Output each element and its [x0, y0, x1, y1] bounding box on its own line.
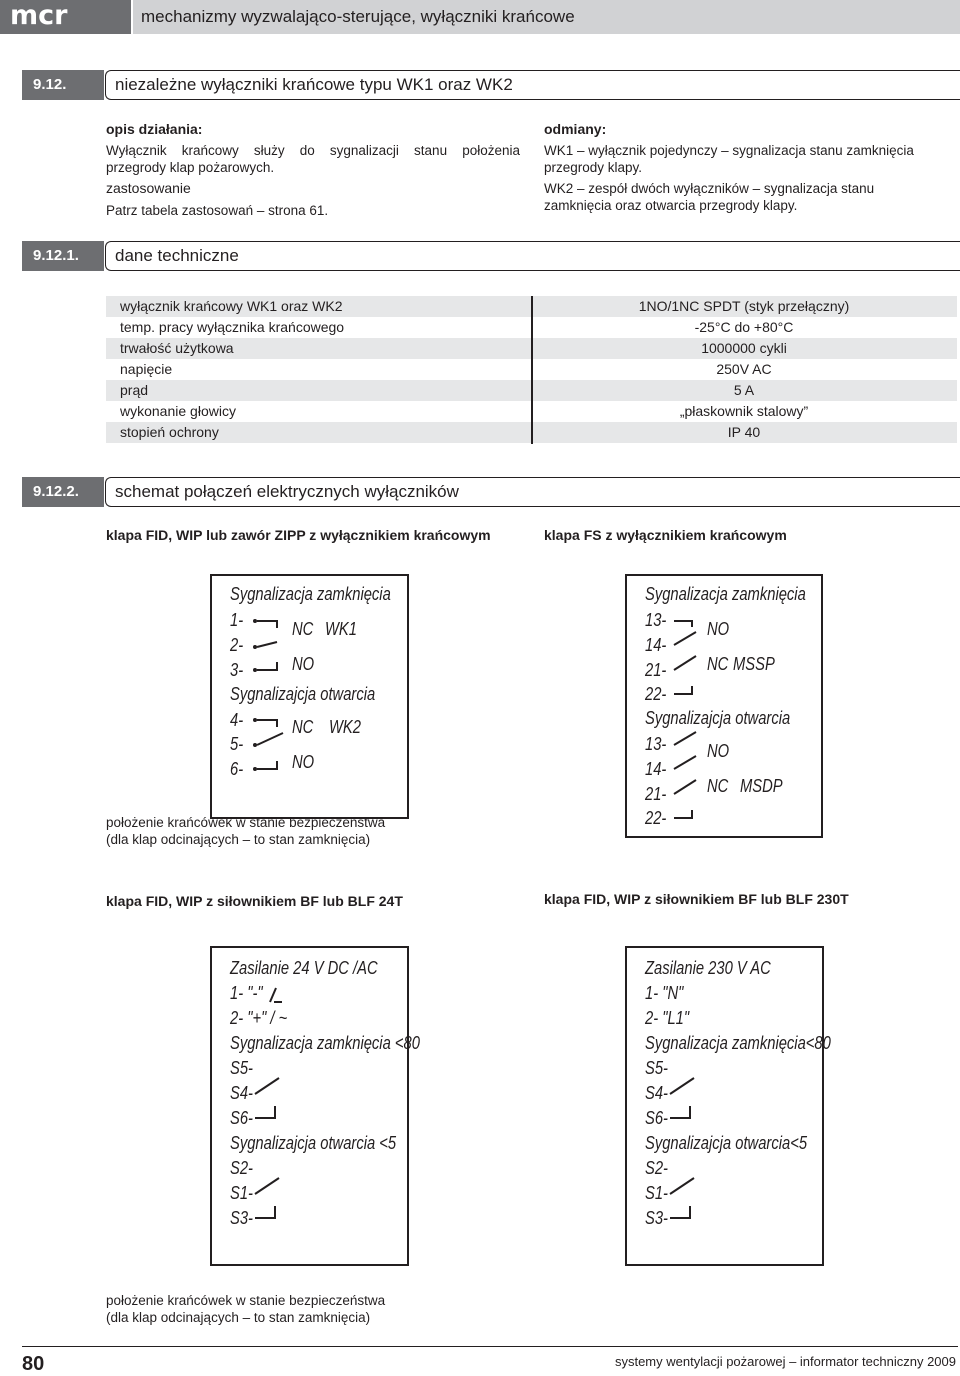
opis-label: opis działania:	[106, 121, 203, 137]
terminal-label: S6-	[645, 1108, 668, 1128]
wiring-diagram-fs	[625, 574, 823, 838]
diagram-heading: Zasilanie 230 V AC	[645, 958, 771, 978]
switch-symbol-icon	[670, 1060, 700, 1122]
terminal-label: 13-	[645, 610, 667, 630]
terminal-label: 21-	[645, 784, 667, 804]
contact-label: NC	[707, 654, 729, 674]
terminal-label: 2- "L1"	[645, 1008, 690, 1028]
diagram-heading: Sygnalizajcja otwarcia	[230, 684, 376, 704]
switch-label: MSDP	[740, 776, 783, 796]
terminal-label: 1- "N"	[645, 983, 684, 1003]
contact-label: NC	[292, 619, 314, 639]
diagram-heading: Sygnalizacja zamknięcia	[645, 584, 806, 604]
table-value: 5 A	[733, 382, 755, 398]
contact-label: NC	[707, 776, 729, 796]
table-value: IP 40	[727, 424, 761, 440]
table-value: -25°C do +80°C	[694, 319, 794, 335]
terminal-label: 2-	[230, 635, 244, 655]
odmiany-wk1-line1: WK1 – wyłącznik pojedynczy – sygnalizacja stanu zamknięcia	[544, 143, 914, 158]
switch-symbol-icon	[672, 614, 702, 698]
terminal-label: S2-	[230, 1158, 253, 1178]
page-number: 80	[22, 1353, 45, 1375]
zastosowanie-text: Patrz tabela zastosowań – strona 61.	[106, 203, 329, 218]
table-param: stopień ochrony	[120, 424, 219, 440]
terminal-label: S1-	[230, 1183, 253, 1203]
odmiany-wk1-line2: przegrody klapy.	[544, 160, 643, 175]
page-header-title: mechanizmy wyzwalająco-sterujące, wyłączniki krańcowe	[133, 0, 960, 34]
wiring-diagram-230t	[625, 946, 831, 1266]
odmiany-wk2-line1: WK2 – zespół dwóch wyłączników – sygnalizacja stanu	[544, 181, 875, 196]
table-value: 1NO/1NC SPDT (styk przełączny)	[638, 298, 850, 314]
section-title: niezależne wyłączniki krańcowe typu WK1 oraz WK2	[105, 70, 960, 100]
contact-label: NO	[707, 741, 730, 761]
wiring-diagram-24t	[210, 946, 420, 1266]
diagram-caption: klapa FID, WIP lub zawór ZIPP z wyłącznikiem krańcowym	[106, 527, 491, 543]
switch-label: MSSP	[733, 654, 775, 674]
terminal-label: 14-	[645, 759, 667, 779]
opis-text-line2: przegrody klap pożarowych.	[106, 160, 275, 175]
terminal-label: S3-	[230, 1208, 253, 1228]
terminal-label: 13-	[645, 734, 667, 754]
diagram-heading: Sygnalizacja zamknięcia<80	[645, 1033, 831, 1053]
diagram-caption: klapa FS z wyłącznikiem krańcowym	[544, 527, 787, 543]
contact-label: NO	[707, 619, 730, 639]
opis-text-line1: Wyłącznik krańcowy służy do sygnalizacji stanu położenia	[106, 143, 520, 158]
table-value: 250V AC	[716, 361, 772, 377]
table-param: prąd	[120, 382, 149, 398]
switch-symbol-icon	[670, 1160, 700, 1222]
terminal-label: 14-	[645, 635, 667, 655]
terminal-label: S3-	[645, 1208, 668, 1228]
footer-text: systemy wentylacji pożarowej – informator techniczny 2009	[614, 1354, 956, 1369]
wiring-diagram-wk	[210, 574, 409, 819]
terminal-label: 3-	[230, 660, 244, 680]
terminal-label: 22-	[645, 808, 667, 828]
terminal-label: 21-	[645, 660, 667, 680]
terminal-label: S6-	[230, 1108, 253, 1128]
switch-label: WK2	[329, 717, 361, 737]
footer-divider	[22, 1346, 958, 1347]
diagram-caption: klapa FID, WIP z siłownikiem BF lub BLF 230T	[544, 891, 849, 907]
terminal-label: 1- "-"	[230, 983, 263, 1003]
table-param: wykonanie głowicy	[120, 403, 236, 419]
diagram-heading: Sygnalizajcja otwarcia <5	[230, 1133, 397, 1153]
diagram-note-line1: położenie krańcówek w stanie bezpieczeństwa	[106, 1293, 386, 1308]
table-divider	[531, 296, 533, 444]
terminal-label: 4-	[230, 710, 244, 730]
terminal-label: 6-	[230, 759, 244, 779]
odmiany-label: odmiany:	[544, 121, 607, 137]
switch-symbol-icon	[672, 738, 702, 822]
table-param: trwałość użytkowa	[120, 340, 234, 356]
switch-symbol-icon	[255, 1160, 285, 1222]
terminal-label: S1-	[645, 1183, 668, 1203]
terminal-label: S2-	[645, 1158, 668, 1178]
diagram-heading: Sygnalizacja zamknięcia	[230, 584, 391, 604]
contact-label: NO	[292, 752, 315, 772]
contact-label: NC	[292, 717, 314, 737]
dc-symbol-icon	[270, 986, 284, 1004]
contact-label: NO	[292, 654, 315, 674]
table-param: wyłącznik krańcowy WK1 oraz WK2	[120, 298, 343, 314]
section-number: 9.12.1.	[22, 241, 104, 271]
diagram-caption: klapa FID, WIP z siłownikiem BF lub BLF 24T	[106, 893, 403, 909]
odmiany-wk2-line2: zamknięcia oraz otwarcia przegrody klapy.	[544, 198, 798, 213]
terminal-label: S4-	[645, 1083, 668, 1103]
diagram-note-line2: (dla klap odcinających – to stan zamknięcia)	[106, 832, 371, 847]
diagram-note-line1: położenie krańcówek w stanie bezpieczeństwa	[106, 815, 386, 830]
switch-symbol-icon	[255, 1060, 285, 1122]
table-param: temp. pracy wyłącznika krańcowego	[120, 319, 345, 335]
section-title: schemat połączeń elektrycznych wyłączników	[105, 477, 960, 507]
terminal-label: S4-	[230, 1083, 253, 1103]
diagram-note-line2: (dla klap odcinających – to stan zamknięcia)	[106, 1310, 371, 1325]
terminal-label: S5-	[230, 1058, 253, 1078]
switch-label: WK1	[325, 619, 357, 639]
table-param: napięcie	[120, 361, 173, 377]
table-value: 1000000 cykli	[701, 340, 787, 356]
zastosowanie-label: zastosowanie	[106, 180, 191, 196]
section-number: 9.12.2.	[22, 477, 104, 507]
terminal-label: 5-	[230, 734, 244, 754]
brand-logo: mcr	[0, 0, 131, 34]
section-number: 9.12.	[22, 70, 104, 100]
switch-symbol-icon	[252, 713, 286, 773]
terminal-label: S5-	[645, 1058, 668, 1078]
terminal-label: 1-	[230, 610, 244, 630]
terminal-label: 2- "+" / ~	[230, 1008, 288, 1028]
switch-symbol-icon	[252, 614, 282, 674]
diagram-heading: Zasilanie 24 V DC /AC	[230, 958, 378, 978]
section-title: dane techniczne	[105, 241, 960, 271]
diagram-heading: Sygnalizajcja otwarcia	[645, 708, 791, 728]
table-value: „płaskownik stalowy”	[679, 403, 809, 419]
diagram-heading: Sygnalizajcja otwarcia<5	[645, 1133, 808, 1153]
diagram-heading: Sygnalizacja zamknięcia <80	[230, 1033, 420, 1053]
terminal-label: 22-	[645, 684, 667, 704]
